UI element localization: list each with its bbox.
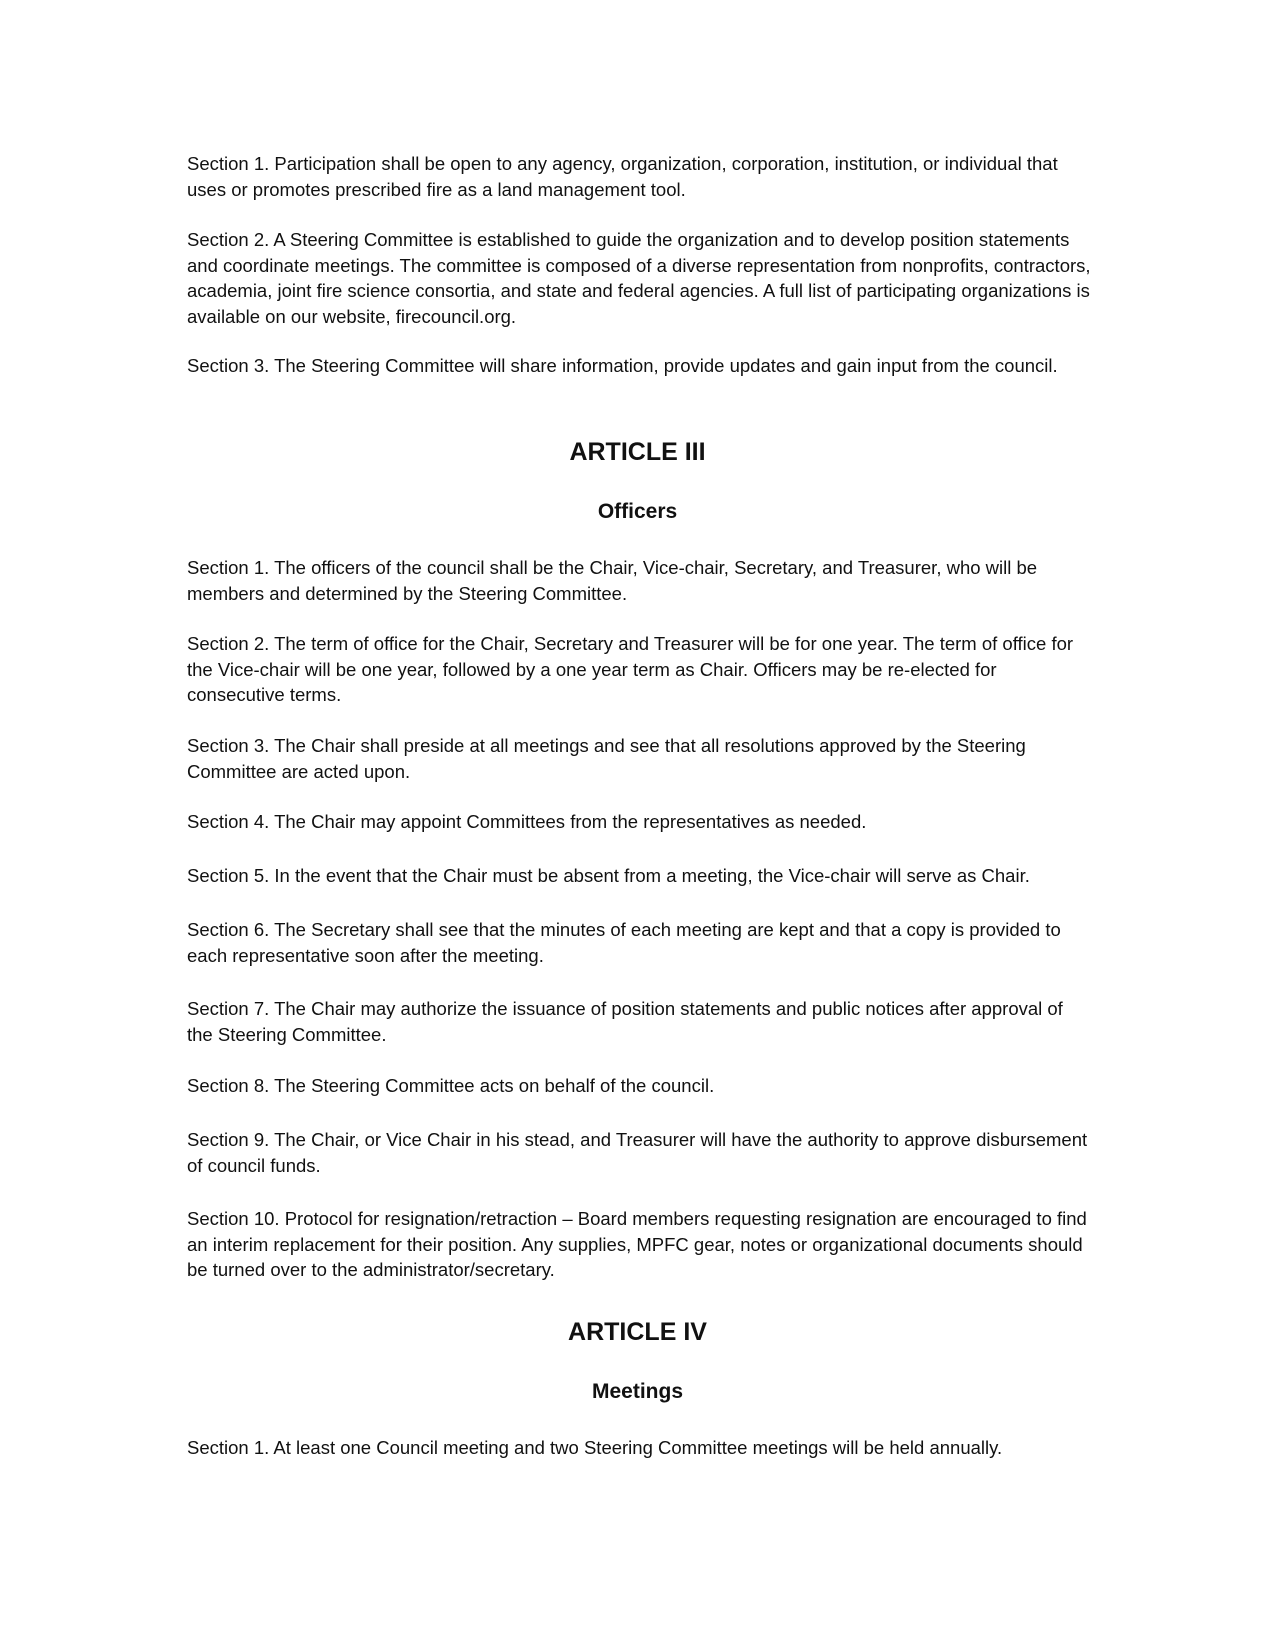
article-ii-section-1: Section 1. Participation shall be open to any agency, organization, corporation, institution, or individual that uses or promotes prescribed fire as a land management tool. bbox=[187, 153, 1058, 200]
article-iv-section-1: Section 1. At least one Council meeting and two Steering Committee meetings will be held annually. bbox=[187, 1437, 1003, 1458]
article-iii-section-9: Section 9. The Chair, or Vice Chair in his stead, and Treasurer will have the authority to approve disbursement of council funds. bbox=[187, 1129, 1088, 1176]
article-iii-section-3: Section 3. The Chair shall preside at all meetings and see that all resolutions approved by the Steering Committee are acted upon. bbox=[187, 735, 1026, 782]
article-ii-section-2: Section 2. A Steering Committee is established to guide the organization and to develop position statements and coordinate meetings. The committee is composed of a diverse representation from nonprofits, contractors, academia, joint fire science consortia, and state and federal agencies. A full list of participating organizations is available on our website, firecouncil.org. bbox=[187, 229, 1091, 327]
article-iii-section-7: Section 7. The Chair may authorize the issuance of position statements and public notices after approval of the Steering Committee. bbox=[187, 998, 1063, 1045]
article-iii-section-8: Section 8. The Steering Committee acts on behalf of the council. bbox=[187, 1075, 715, 1096]
article-iii-section-10: Section 10. Protocol for resignation/retraction – Board members requesting resignation are encouraged to find an interim replacement for their position. Any supplies, MPFC gear, notes or organizational documents should be turned over to the administrator/secretary. bbox=[187, 1208, 1087, 1280]
article-iii-subheading: Officers bbox=[597, 500, 678, 523]
article-iii-heading: ARTICLE III bbox=[569, 438, 706, 466]
article-ii-section-3: Section 3. The Steering Committee will share information, provide updates and gain input from the council. bbox=[187, 355, 1058, 376]
article-iii-section-5: Section 5. In the event that the Chair must be absent from a meeting, the Vice-chair will serve as Chair. bbox=[187, 865, 1030, 886]
article-iii-section-2: Section 2. The term of office for the Chair, Secretary and Treasurer will be for one year. The term of office for the Vice-chair will be one year, followed by a one year term as Chair. Officers may be re-elected for consecutive terms. bbox=[187, 633, 1074, 705]
article-iii-section-6: Section 6. The Secretary shall see that the minutes of each meeting are kept and that a copy is provided to each representative soon after the meeting. bbox=[187, 919, 1061, 966]
article-iv-heading: ARTICLE IV bbox=[568, 1318, 707, 1346]
article-iii-section-1: Section 1. The officers of the council shall be the Chair, Vice-chair, Secretary, and Treasurer, who will be members and determined by the Steering Committee. bbox=[187, 557, 1038, 604]
article-iv-subheading: Meetings bbox=[591, 1380, 683, 1403]
article-iii-section-4: Section 4. The Chair may appoint Committees from the representatives as needed. bbox=[187, 811, 867, 832]
